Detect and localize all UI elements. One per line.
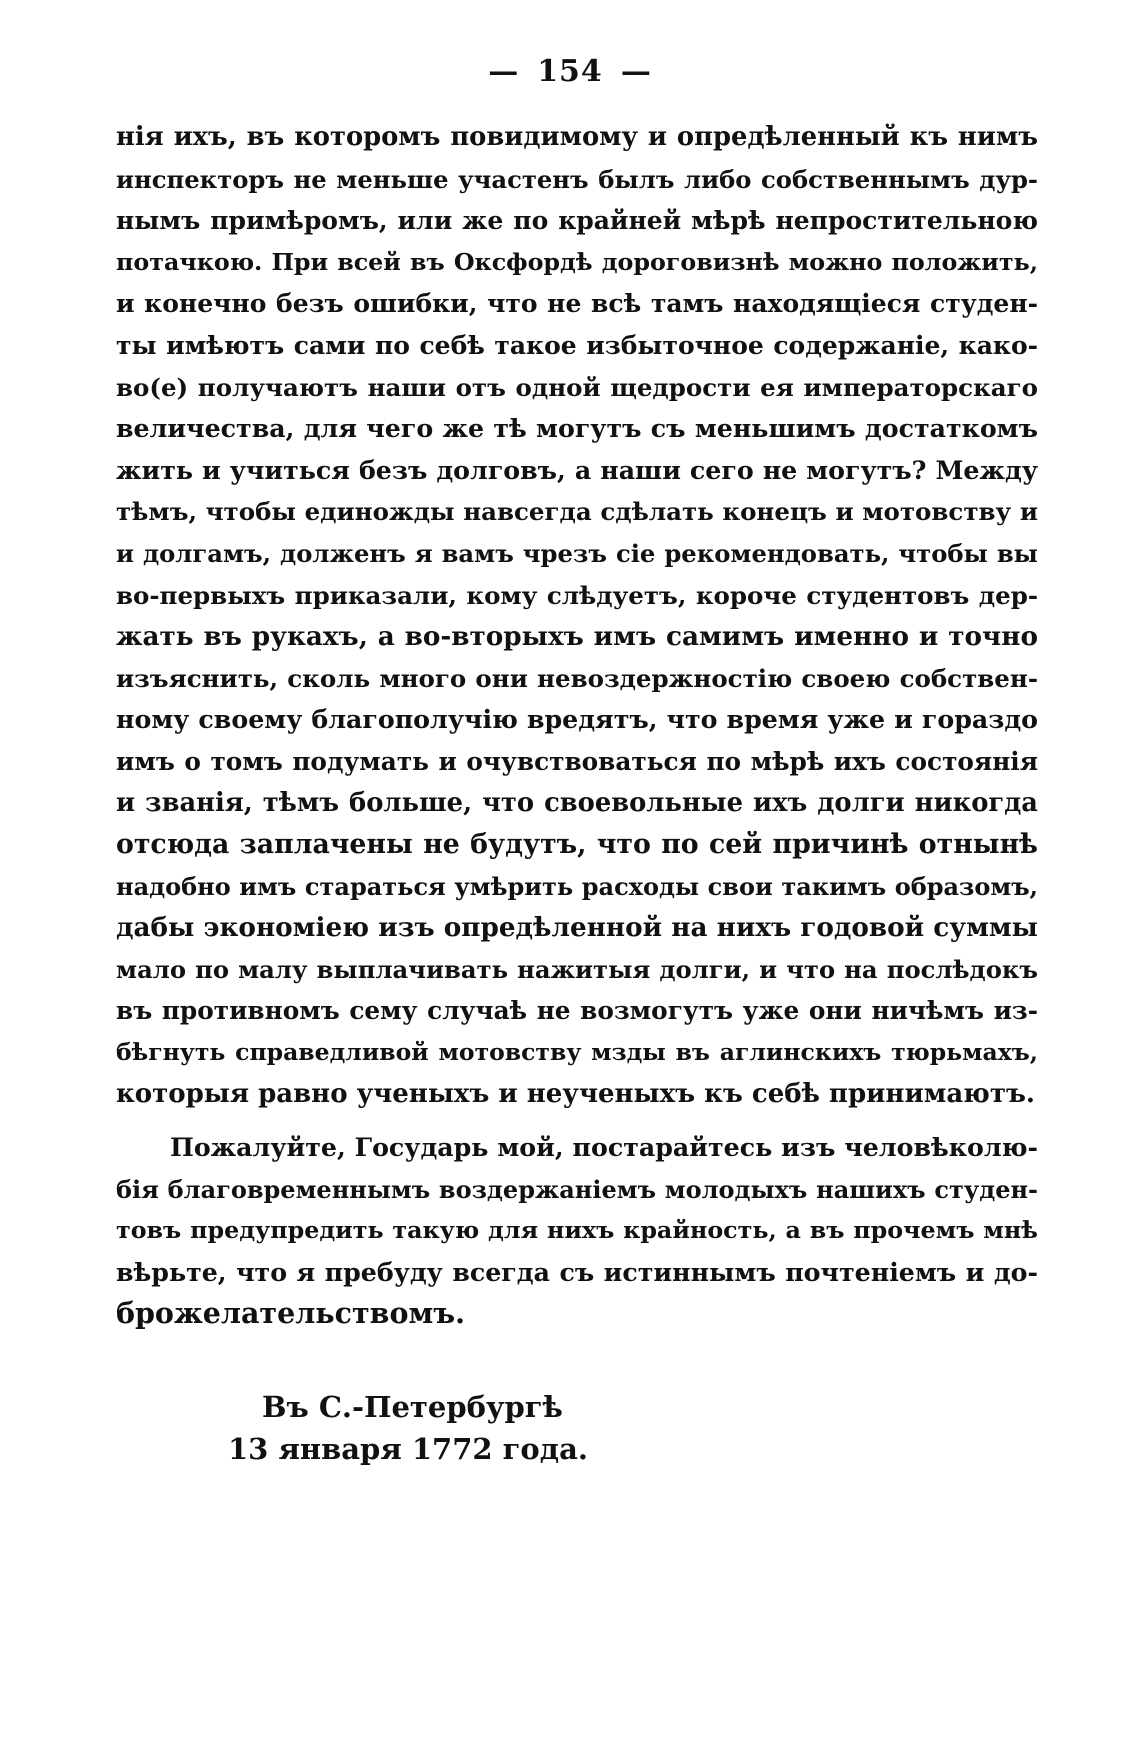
signoff-place: Въ С.-Петербургѣ	[262, 1390, 563, 1424]
text-line: ты имѣютъ сами по себѣ такое избыточное содержаніе, како-	[116, 330, 1038, 360]
page-number-dash-right: —	[620, 54, 652, 89]
text-line: отсюда заплачены не будутъ, что по сей причинѣ отнынѣ	[116, 829, 1038, 861]
text-line: бія благовременнымъ воздержаніемъ молодыхъ нашихъ студен-	[116, 1174, 1038, 1204]
text-line: и конечно безъ ошибки, что не всѣ тамъ находящіеся студен-	[116, 289, 1038, 319]
signoff	[228, 1386, 588, 1470]
text-line: тѣмъ, чтобы единожды навсегда сдѣлать конецъ и мотовству и	[116, 497, 1038, 527]
text-line: величества, для чего же тѣ могутъ съ меньшимъ достаткомъ	[116, 413, 1038, 444]
text-line: вѣрьте, что я пребуду всегда съ истиннымъ почтеніемъ и до-	[116, 1256, 1038, 1287]
signoff-date: 13 января 1772 года.	[228, 1432, 588, 1466]
text-line: во-первыхъ приказали, кому слѣдуетъ, короче студентовъ дер-	[116, 580, 1038, 610]
text-line: и званія, тѣмъ больше, что своевольные ихъ долги никогда	[116, 787, 1038, 818]
text-line: ному своему благополучію вредятъ, что время уже и гораздо	[116, 704, 1038, 735]
text-line: надобно имъ стараться умѣрить расходы свои такимъ образомъ,	[116, 871, 1038, 901]
page-number	[0, 52, 1140, 92]
text-line: дабы экономіею изъ опредѣленной на нихъ годовой суммы	[116, 912, 1038, 944]
text-line: во(е) получаютъ наши отъ одной щедрости ея императорскаго	[116, 372, 1038, 402]
page-number-value: 154	[537, 54, 603, 89]
text-line: брожелательствомъ.	[116, 1296, 466, 1331]
text-line: нымъ примѣромъ, или же по крайней мѣрѣ непростительною	[116, 206, 1038, 236]
closing-paragraph	[116, 1127, 1038, 1335]
text-line: имъ о томъ подумать и очувствоваться по мѣрѣ ихъ состоянія	[116, 746, 1038, 776]
text-line: въ противномъ сему случаѣ не возмогутъ уже они ничѣмъ из-	[116, 996, 1038, 1026]
text-line: жать въ рукахъ, а во-вторыхъ имъ самимъ именно и точно	[116, 621, 1038, 653]
text-line: и долгамъ, долженъ я вамъ чрезъ сіе рекомендовать, чтобы вы	[116, 538, 1038, 568]
body-paragraph	[116, 117, 1038, 1115]
text-line: которыя равно ученыхъ и неученыхъ къ себѣ принимаютъ.	[116, 1078, 1035, 1109]
page-number-dash-left: —	[488, 54, 520, 89]
text-line: потачкою. При всей въ Оксфордѣ дороговизнѣ можно положить,	[116, 247, 1038, 276]
text-line: изъяснить, сколь много они невоздержностію своею собствен-	[116, 663, 1038, 693]
text-line: Пожалуйте, Государь мой, постарайтесь изъ человѣколю-	[170, 1132, 1038, 1162]
text-line: товъ предупредить такую для нихъ крайность, а въ прочемъ мнѣ	[116, 1216, 1038, 1245]
text-line: нія ихъ, въ которомъ повидимому и опредѣленный къ нимъ	[116, 122, 1038, 152]
text-line: инспекторъ не меньше участенъ былъ либо собственнымъ дур-	[116, 164, 1038, 194]
text-line: мало по малу выплачивать нажитыя долги, и что на послѣдокъ	[116, 954, 1038, 984]
text-line: жить и учиться безъ долговъ, а наши сего не могутъ? Между	[116, 454, 1038, 485]
text-line: бѣгнуть справедливой мотовству мзды въ аглинскихъ тюрьмахъ,	[116, 1038, 1038, 1067]
